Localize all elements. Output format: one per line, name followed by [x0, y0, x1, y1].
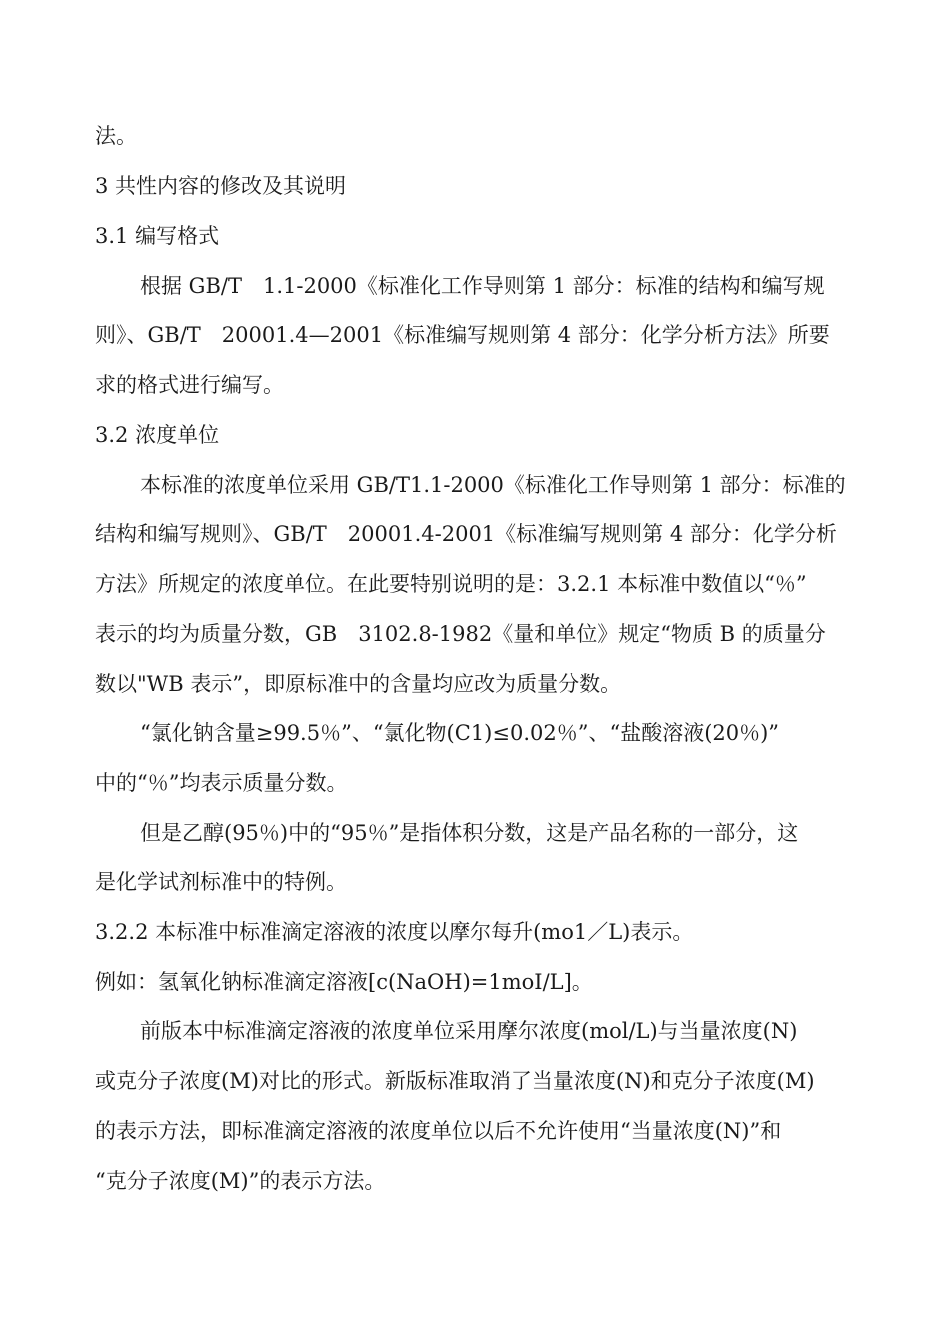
paragraph-line: 方法》所规定的浓度单位。在此要特别说明的是：3.2.1 本标准中数值以“％”: [95, 572, 807, 596]
paragraph-line: 是化学试剂标准中的特例。: [95, 870, 347, 894]
subsection-heading: 3.2 浓度单位: [95, 423, 220, 447]
section-heading: 3 共性内容的修改及其说明: [95, 174, 347, 198]
paragraph-line: 例如：氢氧化钠标准滴定溶液[c(NaOH)=1moI/L]。: [95, 970, 593, 994]
paragraph-line: 3.2.2 本标准中标准滴定溶液的浓度以摩尔每升(mo1／L)表示。: [95, 920, 694, 944]
paragraph-line: 或克分子浓度(M)对比的形式。新版标准取消了当量浓度(N)和克分子浓度(M): [95, 1069, 815, 1093]
paragraph-line: 结构和编写规则》、GB/T 20001.4-2001《标准编写规则第 4 部分：化学分析: [95, 522, 837, 546]
paragraph-line: “氯化钠含量≥99.5％”、“氯化物(C1)≤0.02％”、“盐酸溶液(20％)”: [140, 721, 780, 745]
paragraph-line: 则》、GB/T 20001.4—2001《标准编写规则第 4 部分：化学分析方法》所要: [95, 323, 830, 347]
paragraph-line: 的表示方法，即标准滴定溶液的浓度单位以后不允许使用“当量浓度(N)”和: [95, 1119, 782, 1143]
paragraph-line: 前版本中标准滴定溶液的浓度单位采用摩尔浓度(mol/L)与当量浓度(N): [140, 1019, 798, 1043]
subsection-heading: 3.1 编写格式: [95, 224, 220, 248]
paragraph-line: 本标准的浓度单位采用 GB/T1.1-2000《标准化工作导则第 1 部分：标准的: [140, 473, 846, 497]
paragraph-line: 数以"WB 表示”，即原标准中的含量均应改为质量分数。: [95, 672, 622, 696]
paragraph-line: 表示的均为质量分数，GB 3102.8-1982《量和单位》规定“物质 B 的质量分: [95, 622, 826, 646]
paragraph-line: 中的“％”均表示质量分数。: [95, 771, 348, 795]
paragraph-line: 根据 GB/T 1.1-2000《标准化工作导则第 1 部分：标准的结构和编写规: [140, 274, 825, 298]
paragraph-line: “克分子浓度(M)”的表示方法。: [95, 1169, 386, 1193]
paragraph-line: 但是乙醇(95％)中的“95％”是指体积分数，这是产品名称的一部分，这: [140, 821, 799, 845]
paragraph-line: 求的格式进行编写。: [95, 373, 284, 397]
paragraph-line: 法。: [95, 124, 137, 148]
